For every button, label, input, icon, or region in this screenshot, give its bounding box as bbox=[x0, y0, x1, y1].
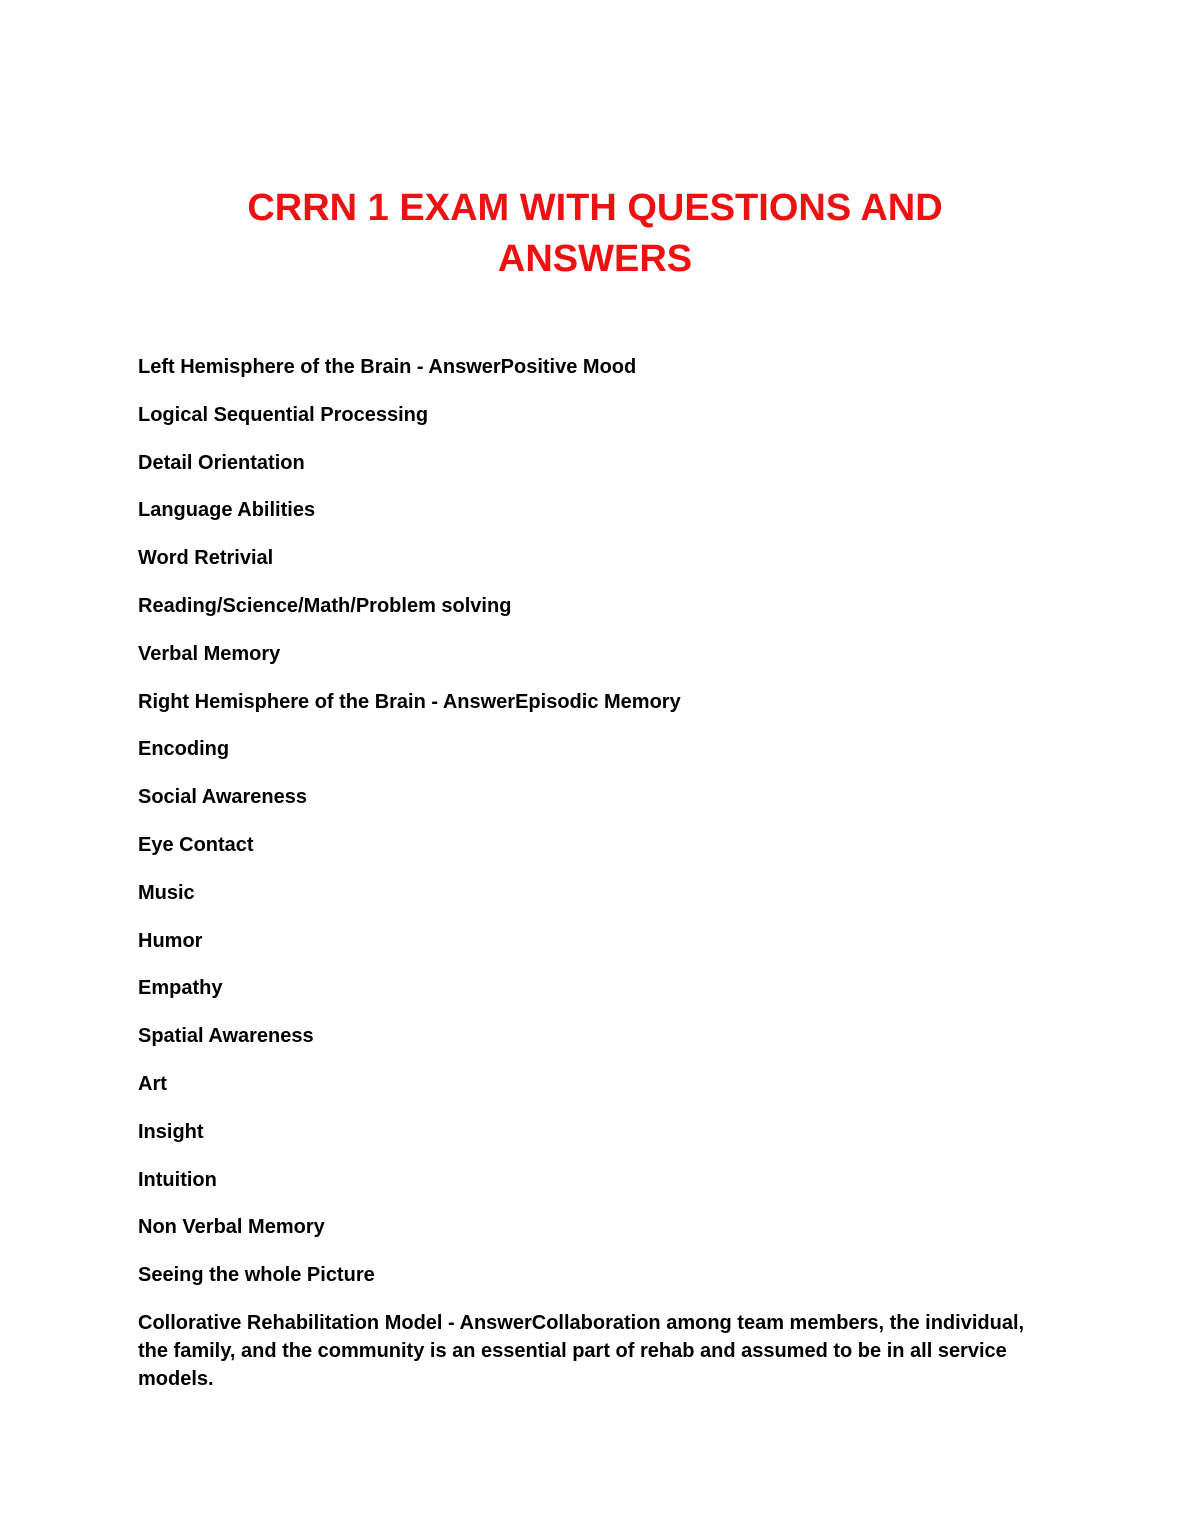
qa-paragraph: Collorative Rehabilitation Model - AnswerCollaboration among team members, the individual, the family, and the community is an essential part of rehab and assumed to be in all service models. bbox=[138, 1311, 1025, 1390]
qa-line: Social Awareness bbox=[138, 786, 307, 809]
qa-line: Intuition bbox=[138, 1168, 217, 1191]
qa-line: Spatial Awareness bbox=[138, 1025, 314, 1048]
qa-line: Encoding bbox=[138, 738, 230, 761]
qa-line: Seeing the whole Picture bbox=[138, 1264, 375, 1287]
qa-line: Verbal Memory bbox=[138, 642, 281, 665]
qa-line: Humor bbox=[138, 929, 203, 952]
qa-line: Reading/Science/Math/Problem solving bbox=[138, 594, 512, 617]
qa-line: Detail Orientation bbox=[138, 451, 305, 474]
qa-list bbox=[138, 353, 1058, 1413]
qa-line: Insight bbox=[138, 1120, 204, 1143]
qa-line: Eye Contact bbox=[138, 833, 254, 856]
qa-line: Language Abilities bbox=[138, 499, 316, 522]
qa-line: Logical Sequential Processing bbox=[138, 403, 429, 426]
qa-line: Non Verbal Memory bbox=[138, 1216, 325, 1239]
qa-line: Word Retrivial bbox=[138, 547, 274, 570]
qa-line: Art bbox=[138, 1072, 167, 1095]
qa-line: Empathy bbox=[138, 977, 223, 1000]
qa-line: Music bbox=[138, 881, 195, 904]
document-title: CRRN 1 EXAM WITH QUESTIONS AND ANSWERS bbox=[247, 187, 943, 280]
qa-line: Right Hemisphere of the Brain - AnswerEpisodic Memory bbox=[138, 690, 681, 713]
qa-line: Left Hemisphere of the Brain - AnswerPositive Mood bbox=[138, 356, 637, 378]
